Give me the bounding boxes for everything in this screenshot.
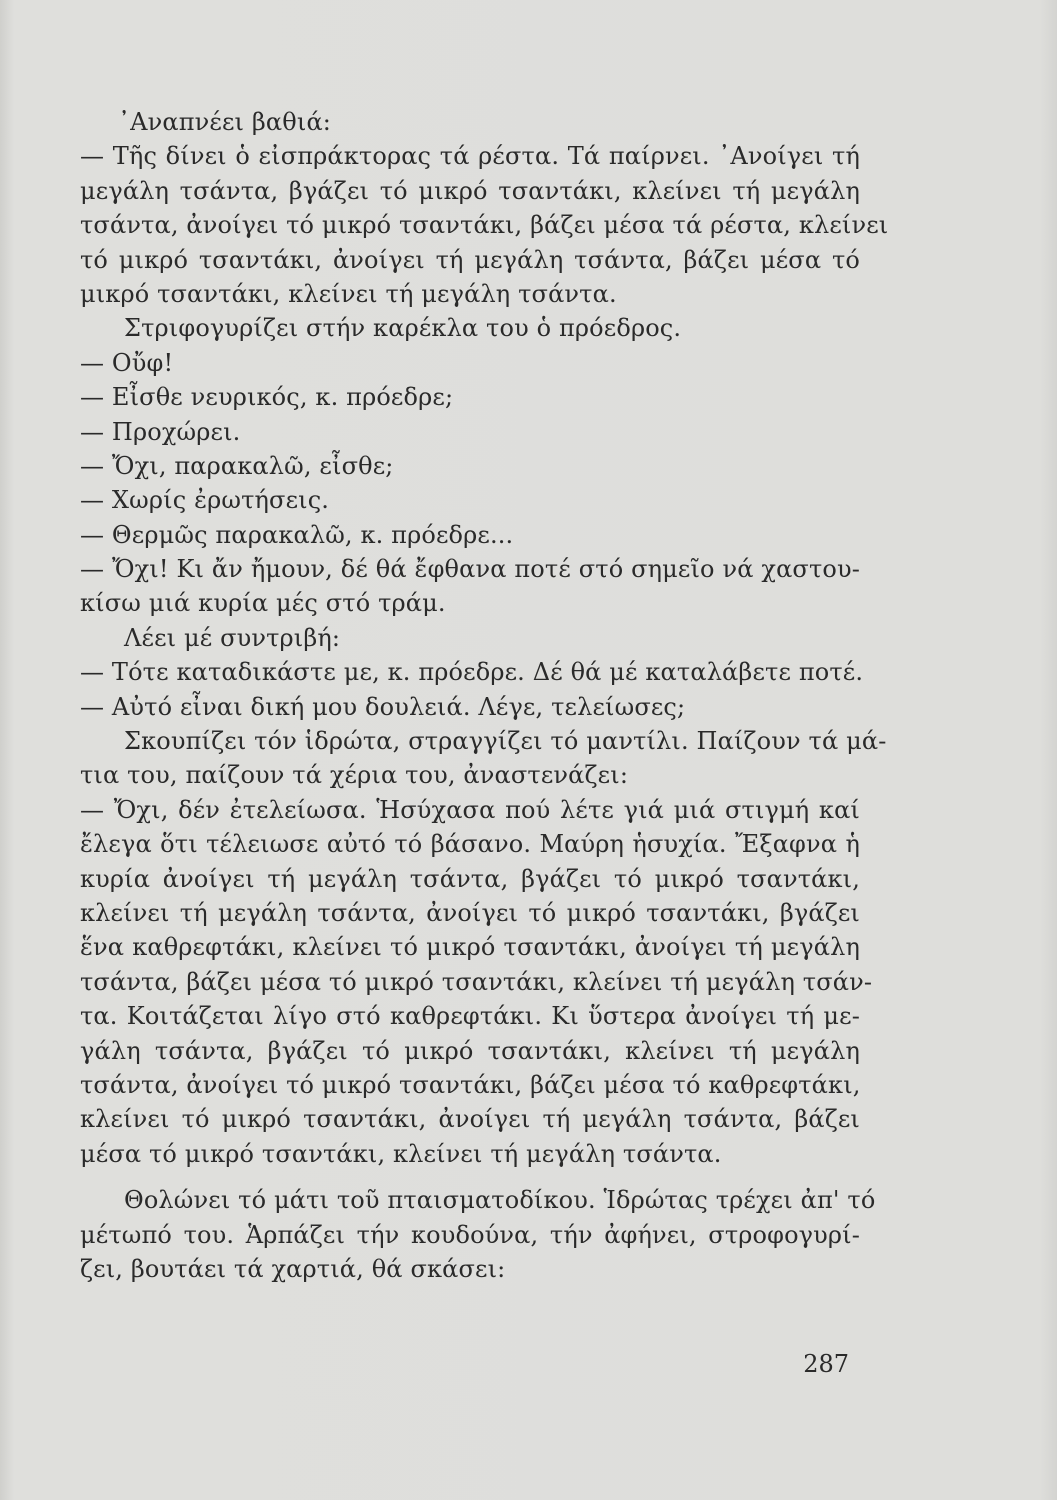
text-line: Θολώνει τό μάτι τοῦ πταισματοδίκου. Ἱδρώτας τρέχει ἀπ' τό [124,1186,876,1215]
text-line: κλείνει τό μικρό τσαντάκι, ἀνοίγει τή μεγάλη τσάντα, βάζει [80,1105,860,1134]
text-line: — Τῆς δίνει ὁ εἰσπράκτορας τά ρέστα. Τά παίρνει. ᾿Ανοίγει τή [80,142,860,171]
text-line: μέτωπό του. Ἁρπάζει τήν κουδούνα, τήν ἀφήνει, στροφογυρί- [80,1220,860,1249]
body-text [80,105,889,1286]
text-line: — Χωρίς ἐρωτήσεις. [80,486,330,515]
text-line: — Θερμῶς παρακαλῶ, κ. πρόεδρε... [80,520,514,549]
paragraph-gap [80,1171,860,1183]
text-line: ἕνα καθρεφτάκι, κλείνει τό μικρό τσαντάκι, ἀνοίγει τή μεγάλη [80,933,860,962]
text-line: μέσα τό μικρό τσαντάκι, κλείνει τή μεγάλη τσάντα. [80,1139,722,1168]
text-line: μικρό τσαντάκι, κλείνει τή μεγάλη τσάντα. [80,279,617,308]
text-line: — Τότε καταδικάστε με, κ. πρόεδρε. Δέ θά μέ καταλάβετε ποτέ. [80,658,864,687]
text-line: γάλη τσάντα, βγάζει τό μικρό τσαντάκι, κλείνει τή μεγάλη [80,1036,860,1065]
text-line: Στριφογυρίζει στήν καρέκλα του ὁ πρόεδρος. [124,314,682,343]
text-line: τσάντα, ἀνοίγει τό μικρό τσαντάκι, βάζει μέσα τά ρέστα, κλείνει [80,211,889,240]
text-line: Σκουπίζει τόν ἱδρώτα, στραγγίζει τό μαντίλι. Παίζουν τά μά- [124,727,887,756]
page-number: 287 [803,1350,849,1378]
text-line: κλείνει τή μεγάλη τσάντα, ἀνοίγει τό μικρό τσαντάκι, βγάζει [80,898,860,927]
text-line: τσάντα, βάζει μέσα τό μικρό τσαντάκι, κλείνει τή μεγάλη τσάν- [80,967,873,996]
text-line: κυρία ἀνοίγει τή μεγάλη τσάντα, βγάζει τό μικρό τσαντάκι, [80,864,860,893]
text-line: — Εἶσθε νευρικός, κ. πρόεδρε; [80,383,454,412]
text-line: — Προχώρει. [80,417,241,446]
text-line: ᾿Αναπνέει βαθιά: [118,108,332,136]
text-line: — Ὄχι, παρακαλῶ, εἶσθε; [80,451,394,480]
text-line: — Ὄχι, δέν ἐτελείωσα. Ἡσύχασα πού λέτε γιά μιά στιγμή καί [80,795,860,824]
text-line: — Οὔφ! [80,348,174,377]
text-line: μεγάλη τσάντα, βγάζει τό μικρό τσαντάκι, κλείνει τή μεγάλη [80,176,860,205]
text-line: — Ὄχι! Κι ἄν ἤμουν, δέ θά ἔφθανα ποτέ στό σημεῖο νά χαστου- [80,555,860,584]
text-line: τό μικρό τσαντάκι, ἀνοίγει τή μεγάλη τσάντα, βάζει μέσα τό [80,245,860,274]
text-line: τσάντα, ἀνοίγει τό μικρό τσαντάκι, βάζει μέσα τό καθρεφτάκι, [80,1070,861,1099]
text-line: ζει, βουτάει τά χαρτιά, θά σκάσει: [80,1254,506,1283]
text-line: τια του, παίζουν τά χέρια του, ἀναστενάζει: [80,761,629,790]
text-line: κίσω μιά κυρία μές στό τράμ. [80,589,446,618]
text-line: — Αὐτό εἶναι δική μου δουλειά. Λέγε, τελείωσες; [80,692,686,721]
text-line: ἔλεγα ὅτι τέλειωσε αὐτό τό βάσανο. Μαύρη ἡσυχία. Ἔξαφνα ἡ [80,830,860,859]
text-line: τα. Κοιτάζεται λίγο στό καθρεφτάκι. Κι ὕστερα ἀνοίγει τή με- [80,1002,860,1031]
text-line: Λέει μέ συντριβή: [124,623,341,652]
